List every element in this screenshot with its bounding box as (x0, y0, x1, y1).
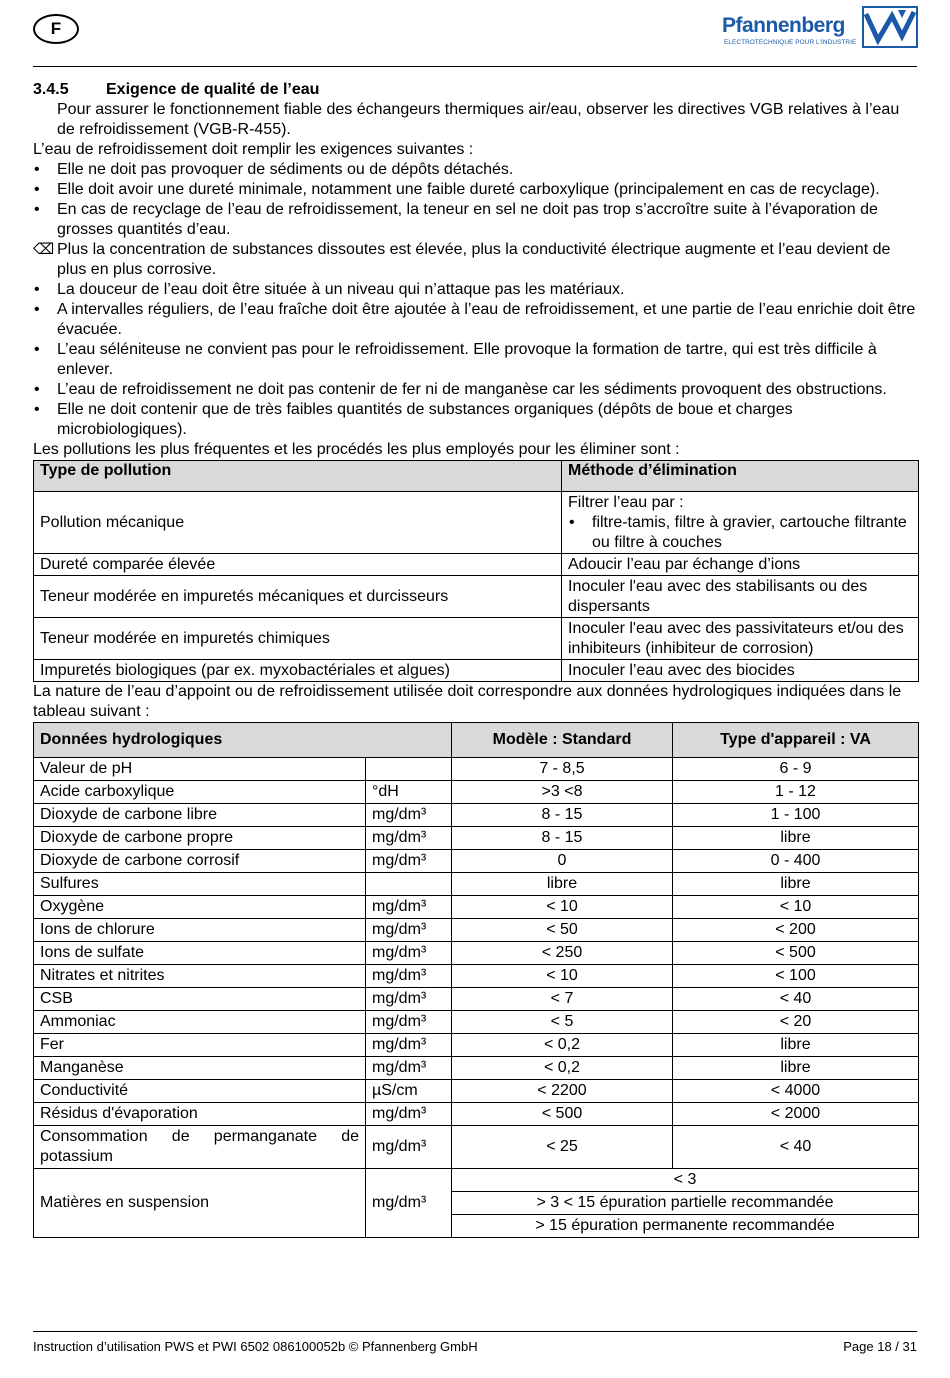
method-lead: Filtrer l’eau par : (568, 493, 684, 511)
footer-divider (33, 1331, 917, 1332)
table-row (34, 896, 919, 919)
column-header: Méthode d’élimination (562, 461, 919, 492)
parameter-cell: Résidus d'évaporation (34, 1103, 366, 1126)
parameter-cell: CSB (34, 988, 366, 1011)
va-value-cell: 0 - 400 (673, 850, 919, 873)
pollution-type-cell: Impuretés biologiques (par ex. myxobactériales et algues) (34, 660, 562, 682)
table-row (34, 492, 919, 554)
va-value-cell: 1 - 12 (673, 781, 919, 804)
footer-page-number: Page 18 / 31 (843, 1339, 917, 1354)
parameter-cell: Consommation de permanganate de potassium (34, 1126, 366, 1169)
unit-cell: µS/cm (366, 1080, 452, 1103)
table-row (34, 1103, 919, 1126)
standard-value-cell: < 500 (452, 1103, 673, 1126)
method-cell: Inoculer l’eau avec des biocides (562, 660, 919, 682)
method-bullet: • filtre-tamis, filtre à gravier, cartouche filtrante ou filtre à couches (568, 513, 912, 553)
section-heading (33, 80, 918, 100)
standard-value-cell: < 0,2 (452, 1034, 673, 1057)
column-header: Modèle : Standard (452, 723, 673, 758)
unit-cell: mg/dm³ (366, 896, 452, 919)
suspension-value-cell: > 15 épuration permanente recommandée (452, 1215, 919, 1238)
column-header: Type d'appareil : VA (673, 723, 919, 758)
va-value-cell: 1 - 100 (673, 804, 919, 827)
parameter-cell: Nitrates et nitrites (34, 965, 366, 988)
va-value-cell: < 10 (673, 896, 919, 919)
va-value-cell: < 2000 (673, 1103, 919, 1126)
unit-cell: mg/dm³ (366, 965, 452, 988)
standard-value-cell: 8 - 15 (452, 827, 673, 850)
parameter-cell: Ions de chlorure (34, 919, 366, 942)
table-row (34, 576, 919, 618)
parameter-cell: Valeur de pH (34, 758, 366, 781)
pollution-type-cell: Teneur modérée en impuretés chimiques (34, 618, 562, 660)
va-value-cell: < 4000 (673, 1080, 919, 1103)
unit-cell (366, 758, 452, 781)
unit-cell: mg/dm³ (366, 988, 452, 1011)
unit-cell: mg/dm³ (366, 1169, 452, 1238)
suspension-value-cell: > 3 < 15 épuration partielle recommandée (452, 1192, 919, 1215)
parameter-cell: Dioxyde de carbone corrosif (34, 850, 366, 873)
method-cell: Adoucir l’eau par échange d’ions (562, 554, 919, 576)
unit-cell: mg/dm³ (366, 942, 452, 965)
table-row (34, 1011, 919, 1034)
column-header: Données hydrologiques (34, 723, 452, 758)
list-item: • Elle ne doit contenir que de très faibles quantités de substances organiques (dépôts de boue et charges microbiologiques). (33, 400, 918, 440)
list-item: • A intervalles réguliers, de l’eau fraîche doit être ajoutée à l’eau de refroidissement, et une partie de l’eau enrichie doit être évacuée. (33, 300, 918, 340)
requirements-list-a (33, 160, 918, 240)
company-logo (722, 6, 918, 48)
pfannenberg-logo-icon (862, 6, 918, 48)
table-row (34, 1169, 919, 1192)
parameter-cell: Dioxyde de carbone propre (34, 827, 366, 850)
unit-cell: mg/dm³ (366, 1103, 452, 1126)
standard-value-cell: < 250 (452, 942, 673, 965)
standard-value-cell: 7 - 8,5 (452, 758, 673, 781)
standard-value-cell: < 0,2 (452, 1057, 673, 1080)
table-row (34, 781, 919, 804)
unit-cell: mg/dm³ (366, 827, 452, 850)
table-row (34, 873, 919, 896)
standard-value-cell: < 7 (452, 988, 673, 1011)
va-value-cell: < 20 (673, 1011, 919, 1034)
method-cell: Inoculer l'eau avec des passivitateurs et/ou des inhibiteurs (inhibiteur de corrosion) (562, 618, 919, 660)
table-row (34, 554, 919, 576)
unit-cell: mg/dm³ (366, 919, 452, 942)
table-row (34, 1034, 919, 1057)
table-row (34, 758, 919, 781)
parameter-cell: Acide carboxylique (34, 781, 366, 804)
table-row (34, 1126, 919, 1169)
table-row (34, 988, 919, 1011)
column-header: Type de pollution (34, 461, 562, 492)
language-badge: F (33, 14, 79, 44)
hint-arrow-icon: ⌫ (33, 241, 55, 258)
unit-cell: mg/dm³ (366, 804, 452, 827)
method-cell (562, 492, 919, 554)
va-value-cell: libre (673, 1057, 919, 1080)
table-row (34, 827, 919, 850)
parameter-cell: Ions de sulfate (34, 942, 366, 965)
header-divider (33, 66, 917, 67)
pollution-lead: Les pollutions les plus fréquentes et les procédés les plus employés pour les éliminer sont : (33, 441, 680, 458)
standard-value-cell: < 2200 (452, 1080, 673, 1103)
va-value-cell: libre (673, 873, 919, 896)
requirements-lead: L’eau de refroidissement doit remplir les exigences suivantes : (33, 141, 474, 158)
standard-value-cell: libre (452, 873, 673, 896)
table-row (34, 660, 919, 682)
list-item: • Elle ne doit pas provoquer de sédiments ou de dépôts détachés. (33, 160, 918, 180)
hydro-lead: La nature de l’eau d’appoint ou de refroidissement utilisée doit correspondre aux données hydrologiques indiquées dans le tableau suivant : (33, 683, 902, 720)
unit-cell: mg/dm³ (366, 1034, 452, 1057)
table-header-row (34, 461, 919, 492)
main-content (33, 80, 918, 1238)
pollution-type-cell: Teneur modérée en impuretés mécaniques et durcisseurs (34, 576, 562, 618)
pollution-type-cell: Dureté comparée élevée (34, 554, 562, 576)
footer-document-info: Instruction d’utilisation PWS et PWI 6502 086100052b © Pfannenberg GmbH (33, 1339, 478, 1354)
hint-text: Plus la concentration de substances dissoutes est élevée, plus la conductivité électrique augmente et l’eau devient de plus en plus corrosive. (57, 241, 891, 278)
parameter-cell: Matières en suspension (34, 1169, 366, 1238)
suspension-value-cell: < 3 (452, 1169, 919, 1192)
requirements-list-b (33, 280, 918, 440)
table-row (34, 618, 919, 660)
table-header-row (34, 723, 919, 758)
parameter-cell: Conductivité (34, 1080, 366, 1103)
unit-cell: mg/dm³ (366, 1126, 452, 1169)
hydro-table (33, 722, 919, 1238)
method-cell: Inoculer l'eau avec des stabilisants ou des dispersants (562, 576, 919, 618)
unit-cell (366, 873, 452, 896)
pollution-type-cell: Pollution mécanique (34, 492, 562, 554)
intro-paragraph: Pour assurer le fonctionnement fiable des échangeurs thermiques air/eau, observer les directives VGB relatives à l’eau de refroidissement (VGB-R-455). (57, 101, 900, 138)
va-value-cell: < 200 (673, 919, 919, 942)
parameter-cell: Sulfures (34, 873, 366, 896)
table-row (34, 942, 919, 965)
parameter-cell: Manganèse (34, 1057, 366, 1080)
va-value-cell: libre (673, 827, 919, 850)
list-item: • L’eau séléniteuse ne convient pas pour le refroidissement. Elle provoque la formation de tartre, qui est très difficile à enlever. (33, 340, 918, 380)
standard-value-cell: < 25 (452, 1126, 673, 1169)
standard-value-cell: 8 - 15 (452, 804, 673, 827)
standard-value-cell: < 10 (452, 965, 673, 988)
standard-value-cell: < 50 (452, 919, 673, 942)
unit-cell: mg/dm³ (366, 1057, 452, 1080)
parameter-cell: Fer (34, 1034, 366, 1057)
unit-cell: mg/dm³ (366, 1011, 452, 1034)
table-row (34, 1057, 919, 1080)
standard-value-cell: >3 <8 (452, 781, 673, 804)
list-item: • En cas de recyclage de l’eau de refroidissement, la teneur en sel ne doit pas trop s’accroître suite à l’évaporation de grosses quantités d’eau. (33, 200, 918, 240)
va-value-cell: < 500 (673, 942, 919, 965)
parameter-cell: Dioxyde de carbone libre (34, 804, 366, 827)
unit-cell: mg/dm³ (366, 850, 452, 873)
va-value-cell: < 100 (673, 965, 919, 988)
logo-tagline: ELECTROTECHNIQUE POUR L'INDUSTRIE (724, 39, 857, 46)
list-item: • L’eau de refroidissement ne doit pas contenir de fer ni de manganèse car les sédiments provoquent des obstructions. (33, 380, 918, 400)
table-row (34, 804, 919, 827)
logo-name: Pfannenberg (722, 14, 845, 37)
pollution-table (33, 460, 919, 682)
parameter-cell: Ammoniac (34, 1011, 366, 1034)
table-row (34, 965, 919, 988)
unit-cell: °dH (366, 781, 452, 804)
list-item: • Elle doit avoir une dureté minimale, notamment une faible dureté carboxylique (principalement en cas de recyclage). (33, 180, 918, 200)
list-item: • La douceur de l’eau doit être située à un niveau qui n’attaque pas les matériaux. (33, 280, 918, 300)
va-value-cell: < 40 (673, 988, 919, 1011)
standard-value-cell: < 5 (452, 1011, 673, 1034)
table-row (34, 850, 919, 873)
table-row (34, 919, 919, 942)
standard-value-cell: 0 (452, 850, 673, 873)
hint-note (33, 240, 918, 280)
va-value-cell: < 40 (673, 1126, 919, 1169)
section-number: 3.4.5 (33, 81, 69, 98)
standard-value-cell: < 10 (452, 896, 673, 919)
va-value-cell: 6 - 9 (673, 758, 919, 781)
va-value-cell: libre (673, 1034, 919, 1057)
table-row (34, 1080, 919, 1103)
hydro-table-body (34, 758, 919, 1238)
parameter-cell: Oxygène (34, 896, 366, 919)
section-title: Exigence de qualité de l’eau (106, 81, 320, 98)
